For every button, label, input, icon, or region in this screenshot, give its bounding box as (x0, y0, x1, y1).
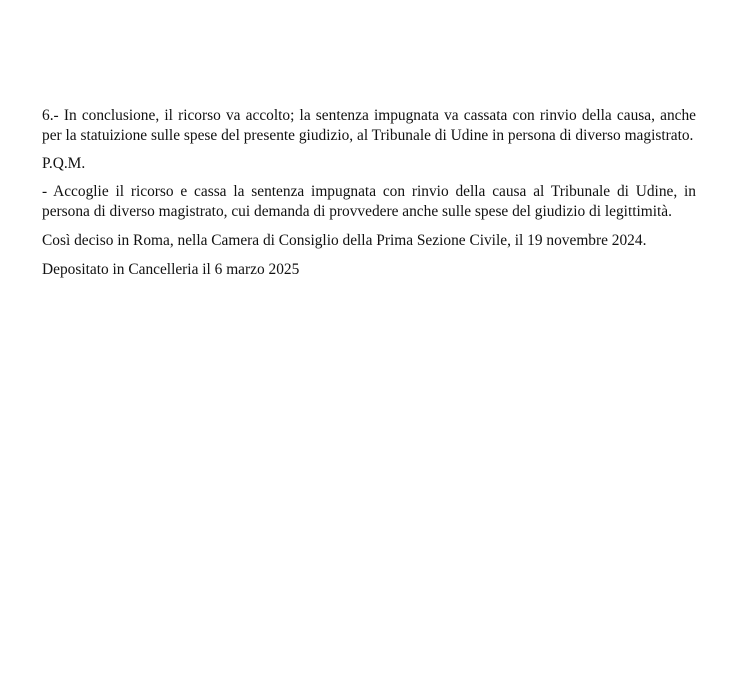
paragraph-decided-in: Così deciso in Roma, nella Camera di Consiglio della Prima Sezione Civile, il 19 novembre 2024. (42, 232, 647, 249)
paragraph-deposit-date: Depositato in Cancelleria il 6 marzo 2025 (42, 261, 300, 278)
document-body (42, 106, 696, 280)
paragraph-pqm-heading: P.Q.M. (42, 155, 86, 172)
paragraph-ruling: - Accoglie il ricorso e cassa la sentenza impugnata con rinvio della causa al Tribunale di Udine, in persona di diverso magistrato, cui demanda di provvedere anche sulle spese del giudizio di legittimità. (42, 183, 696, 220)
paragraph-conclusion: 6.- In conclusione, il ricorso va accolto; la sentenza impugnata va cassata con rinvio della causa, anche per la statuizione sulle spese del presente giudizio, al Tribunale di Udine in persona di diverso magistrato. (42, 107, 696, 144)
